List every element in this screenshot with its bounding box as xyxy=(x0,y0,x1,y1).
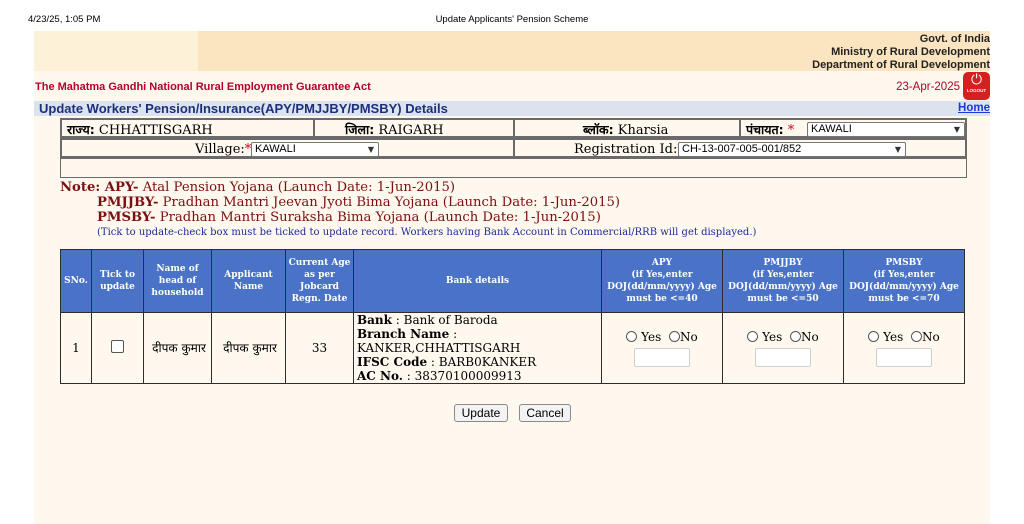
registration-label: Registration Id: xyxy=(574,142,678,157)
pmsby-no-label: No xyxy=(921,329,940,344)
update-button[interactable]: Update xyxy=(454,404,508,422)
row-sno: 1 xyxy=(61,313,92,384)
location-row-blank xyxy=(60,158,967,178)
govt-heading xyxy=(812,33,990,72)
pmsby-yes-radio[interactable] xyxy=(868,331,879,342)
header-tick: Tick to update xyxy=(92,250,144,313)
registration-cell xyxy=(514,139,966,157)
row-pmjjby xyxy=(723,313,844,384)
page-title-bar xyxy=(34,101,990,116)
pmjjby-yes-label: Yes xyxy=(762,329,783,344)
bank-value: : Bank of Baroda xyxy=(391,313,498,327)
registration-select[interactable] xyxy=(678,142,906,157)
block-cell xyxy=(514,119,740,137)
village-select[interactable] xyxy=(251,142,379,157)
apy-yes-radio[interactable] xyxy=(626,331,637,342)
district-label: जिला: xyxy=(345,122,375,137)
note-pmjjby-text: Pradhan Mantri Jeevan Jyoti Bima Yojana (Launch Date: 1-Jun-2015) xyxy=(158,195,621,210)
note-apy-key: Note: APY- xyxy=(60,180,139,195)
scheme-note xyxy=(60,180,756,239)
pmjjby-yes-radio[interactable] xyxy=(747,331,758,342)
apy-no-label: No xyxy=(679,329,698,344)
home-link[interactable]: Home xyxy=(958,102,990,114)
block-value: Kharsia xyxy=(617,123,669,138)
state-value: CHHATTISGARH xyxy=(98,123,213,138)
govt-line-2: Ministry of Rural Development xyxy=(831,46,990,58)
village-cell xyxy=(61,139,514,157)
govt-line-1: Govt. of India xyxy=(919,33,990,45)
logout-label: LOGOUT xyxy=(966,88,987,93)
workers-table xyxy=(60,249,965,384)
header-age: Current Age as per Jobcard Regn. Date xyxy=(286,250,354,313)
branch-value: : KANKER,CHHATTISGARH xyxy=(357,327,521,355)
row-head-of-household: दीपक कुमार xyxy=(144,313,212,384)
print-datetime: 4/23/25, 1:05 PM xyxy=(28,14,101,25)
header-pmjjby xyxy=(723,250,844,313)
power-icon: ⏻ xyxy=(970,72,983,88)
header-apy-title: APY xyxy=(651,258,673,268)
apy-doj-input[interactable] xyxy=(634,348,690,367)
note-apy-text: Atal Pension Yojana (Launch Date: 1-Jun-2015) xyxy=(138,180,456,195)
village-label: Village: xyxy=(195,142,245,157)
apy-no-radio[interactable] xyxy=(669,331,680,342)
pmjjby-doj-input[interactable] xyxy=(755,348,811,367)
block-label: ब्लॉक: xyxy=(583,122,614,137)
ifsc-value: : BARB0KANKER xyxy=(427,355,537,369)
pmsby-no-radio[interactable] xyxy=(911,331,922,342)
panchayat-label: पंचायत: xyxy=(746,122,784,137)
ac-value: : 38370100009913 xyxy=(402,369,522,383)
state-cell xyxy=(61,119,314,137)
header-pmsby xyxy=(844,250,965,313)
chevron-down-icon: ▼ xyxy=(953,125,960,134)
panchayat-select[interactable] xyxy=(807,122,965,137)
state-label: राज्य: xyxy=(67,122,95,137)
row-apy xyxy=(602,313,723,384)
location-row-1 xyxy=(60,118,967,138)
header-apy-sub: (if Yes,enter DOJ(dd/mm/yyyy) Age must be <=40 xyxy=(607,270,717,304)
note-pmsby-text: Pradhan Mantri Suraksha Bima Yojana (Launch Date: 1-Jun-2015) xyxy=(155,210,601,225)
header-apy xyxy=(602,250,723,313)
note-instruction: (Tick to update-check box must be ticked to update record. Workers having Bank Account in Commercial/RRB will get displayed.) xyxy=(97,227,757,238)
header-applicant-name: Applicant Name xyxy=(212,250,286,313)
row-applicant-name: दीपक कुमार xyxy=(212,313,286,384)
table-row xyxy=(61,313,965,384)
header-sno: SNo. xyxy=(61,250,92,313)
note-pmsby-key: PMSBY- xyxy=(97,210,156,225)
location-row-2 xyxy=(60,138,967,158)
header-bank-details: Bank details xyxy=(354,250,602,313)
village-select-value: KAWALI xyxy=(255,143,296,155)
registration-select-value: CH-13-007-005-001/852 xyxy=(682,143,802,155)
page xyxy=(34,31,990,524)
header-head-of-household: Name of head of household xyxy=(144,250,212,313)
district-cell xyxy=(314,119,514,137)
apy-yes-label: Yes xyxy=(641,329,662,344)
chevron-down-icon: ▼ xyxy=(367,145,374,154)
header-pmjjby-sub: (if Yes,enter DOJ(dd/mm/yyyy) Age must be <=50 xyxy=(728,270,838,304)
panchayat-cell xyxy=(740,119,966,137)
chevron-down-icon: ▼ xyxy=(894,145,901,154)
header-pmsby-sub: (if Yes,enter DOJ(dd/mm/yyyy) Age must be <=70 xyxy=(849,270,959,304)
row-pmsby xyxy=(844,313,965,384)
panchayat-required-mark: * xyxy=(787,123,795,138)
bank-label: Bank xyxy=(357,313,392,327)
pmjjby-no-label: No xyxy=(800,329,819,344)
pmsby-yes-label: Yes xyxy=(883,329,904,344)
row-tick-cell xyxy=(92,313,144,384)
ifsc-label: IFSC Code xyxy=(357,355,428,369)
row-bank-details xyxy=(354,313,602,384)
header-pmjjby-title: PMJJBY xyxy=(763,258,803,268)
ac-label: AC No. xyxy=(357,369,403,383)
note-pmjjby-key: PMJJBY- xyxy=(97,195,159,210)
print-header xyxy=(0,14,1024,28)
act-title: The Mahatma Gandhi National Rural Employment Guarantee Act xyxy=(35,81,371,93)
tick-to-update-checkbox[interactable] xyxy=(111,340,124,353)
header-pmsby-title: PMSBY xyxy=(885,258,923,268)
cancel-button[interactable]: Cancel xyxy=(519,404,571,422)
table-header-row xyxy=(61,250,965,313)
panchayat-select-value: KAWALI xyxy=(811,123,852,135)
district-value: RAIGARH xyxy=(378,123,444,138)
page-title: Update Workers' Pension/Insurance(APY/PMJJBY/PMSBY) Details xyxy=(39,101,448,116)
govt-line-3: Department of Rural Development xyxy=(812,59,990,71)
pmjjby-no-radio[interactable] xyxy=(790,331,801,342)
current-date: 23-Apr-2025 xyxy=(896,81,960,93)
pmsby-doj-input[interactable] xyxy=(876,348,932,367)
logout-button[interactable] xyxy=(963,72,990,100)
village-required-mark: * xyxy=(244,142,252,157)
branch-label: Branch Name xyxy=(357,327,450,341)
row-age: 33 xyxy=(286,313,354,384)
print-page-title: Update Applicants' Pension Scheme xyxy=(435,14,589,25)
